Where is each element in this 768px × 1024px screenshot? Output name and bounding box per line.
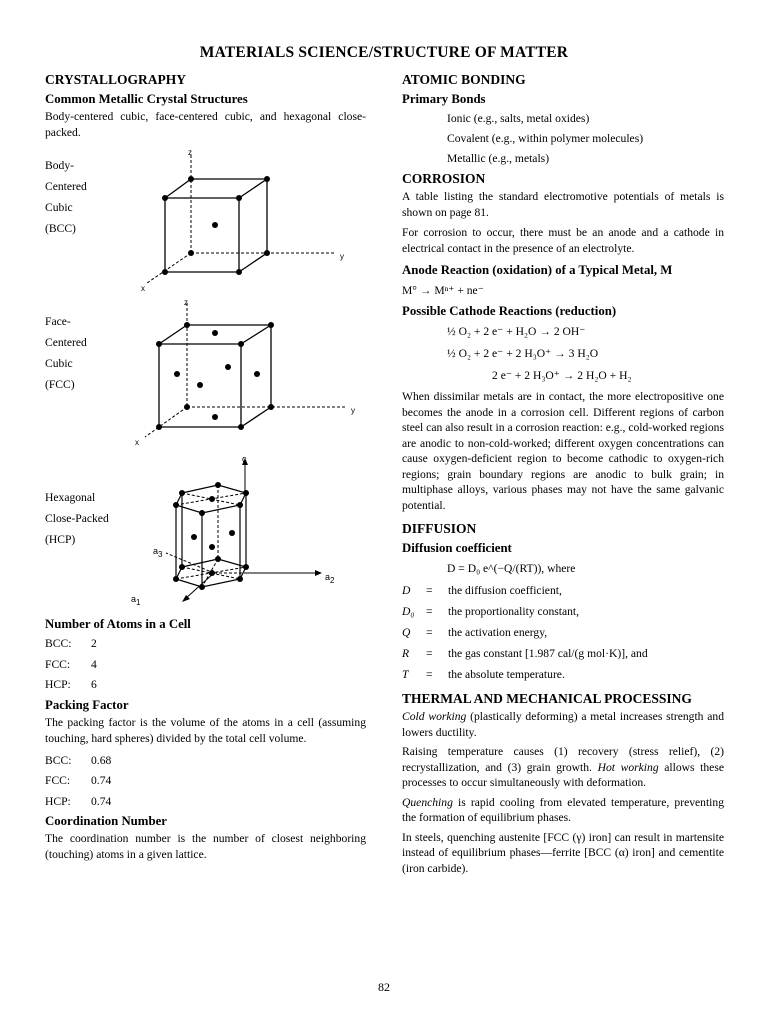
packing-row: BCC: 0.68: [45, 753, 112, 767]
x-axis-label: x: [141, 284, 145, 293]
atoms-row: BCC: 2: [45, 637, 97, 650]
bond-item: Covalent (e.g., within polymer molecules): [447, 132, 644, 145]
cathode-equation: ½ O₂ + 2 e⁻ + H₂O → 2 OH⁻: [447, 325, 586, 338]
anode-equation: M° → Mⁿ⁺ + ne⁻: [402, 284, 484, 297]
definition-row: T = the absolute temperature.: [402, 668, 565, 681]
crystal-structures-heading: Common Metallic Crystal Structures: [45, 92, 248, 106]
atoms-heading: Number of Atoms in a Cell: [45, 617, 191, 631]
bcc-label-line: Centered: [45, 180, 87, 193]
thermal-processing-heading: THERMAL AND MECHANICAL PROCESSING: [402, 691, 692, 706]
definition-row: Q = the activation energy,: [402, 626, 548, 639]
anode-heading: Anode Reaction (oxidation) of a Typical Metal, M: [402, 263, 673, 277]
definition-row: D = the diffusion coefficient,: [402, 584, 562, 597]
fcc-label-line: Face-: [45, 315, 71, 328]
crystal-structures-text: Body-centered cubic, face-centered cubic, and hexagonal close-packed.: [45, 110, 366, 139]
quenching-paragraph: Quenching is rapid cooling from elevated temperature, preventing the formation of equilibrium phases.: [402, 795, 724, 824]
crystallography-heading: CRYSTALLOGRAPHY: [45, 72, 187, 87]
c-axis-label: c: [242, 454, 247, 464]
diffusion-heading: DIFFUSION: [402, 521, 477, 536]
primary-bonds-heading: Primary Bonds: [402, 92, 486, 106]
atomic-bonding-heading: ATOMIC BONDING: [402, 72, 526, 87]
definition-row: D₀ = the proportionality constant,: [402, 605, 580, 618]
steels-paragraph: In steels, quenching austenite [FCC (γ) iron] can result in martensite instead of equilibrium phases—ferrite [BCC (α) iron] and cementite (iron carbide).: [402, 830, 724, 875]
left-column: [45, 70, 366, 867]
z-axis-label: z: [184, 298, 188, 307]
page-number: 82: [378, 980, 390, 994]
raising-temperature-paragraph: Raising temperature causes (1) recovery (stress relief), (2) recrystallization, and (3) grain growth. Hot working allows these processes to occur simultaneously with deformation.: [402, 745, 724, 789]
packing-row: FCC: 0.74: [45, 774, 112, 787]
fcc-label-line: Centered: [45, 336, 87, 349]
fcc-label-line: (FCC): [45, 378, 75, 391]
packing-heading: Packing Factor: [45, 697, 129, 712]
y-axis-label: y: [351, 406, 355, 415]
corrosion-paragraph: A table listing the standard electromotive potentials of metals is shown on page 81.: [402, 190, 724, 219]
diffusion-coefficient-heading: Diffusion coefficient: [402, 541, 512, 555]
bcc-label-line: Cubic: [45, 201, 73, 214]
hcp-label-line: Hexagonal: [45, 491, 96, 504]
hcp-figure: [45, 454, 366, 609]
bcc-diagram: [135, 145, 335, 295]
coordination-text: The coordination number is the number of closest neighboring (touching) atoms in a given lattice.: [45, 832, 366, 861]
dissimilar-metals-paragraph: When dissimilar metals are in contact, the more electropositive one becomes the anode in a corrosion cell. Different regions of carbon steel can also result in a corrosion reaction: e.g., cold-worked regions are anodic to non-cold-worked; different oxygen concentrations can cause oxygen-deficient region to become cathodic to oxygen-rich regions; grain boundary regions are anodic to bulk grain; in multiphase alloys, various phases may not have the same galvanic potential.: [402, 390, 724, 512]
cold-working-paragraph: Cold working (plastically deforming) a metal increases strength and lowers ductility.: [402, 710, 724, 739]
z-axis-label: z: [188, 148, 192, 157]
fcc-label-line: Cubic: [45, 357, 73, 370]
diffusion-equation: D = D₀ e^(−Q/(RT)), where: [447, 562, 576, 575]
bcc-label-line: (BCC): [45, 222, 76, 235]
a3-axis-label: $a_3$: [153, 546, 163, 559]
cathode-heading: Possible Cathode Reactions (reduction): [402, 304, 617, 318]
cathode-equation: 2 e⁻ + 2 H₃O⁺ → 2 H₂O + H₂: [492, 369, 632, 382]
coordination-heading: Coordination Number: [45, 814, 167, 828]
corrosion-heading: CORROSION: [402, 171, 486, 186]
bcc-figure: [45, 145, 366, 295]
atoms-row: HCP: 6: [45, 678, 97, 691]
corrosion-paragraph: For corrosion to occur, there must be an anode and a cathode in electrical contact in the presence of an electrolyte.: [402, 226, 724, 255]
right-column: [402, 70, 724, 880]
packing-row: HCP: 0.74: [45, 794, 112, 808]
bcc-label-line: Body-: [45, 159, 74, 172]
hcp-label-line: (HCP): [45, 533, 76, 546]
bond-item: Metallic (e.g., metals): [447, 152, 550, 165]
hcp-label-line: Close-Packed: [45, 512, 109, 525]
page-title: MATERIALS SCIENCE/STRUCTURE OF MATTER: [199, 44, 569, 61]
hcp-diagram: [130, 457, 330, 609]
y-axis-label: y: [340, 252, 344, 261]
definitions-table: [402, 580, 724, 685]
atoms-row: FCC: 4: [45, 657, 97, 671]
x-axis-label: x: [135, 438, 139, 447]
bond-item: Ionic (e.g., salts, metal oxides): [447, 112, 590, 125]
a2-axis-label: $a_2$: [325, 572, 335, 585]
cathode-equation: ½ O₂ + 2 e⁻ + 2 H₃O⁺ → 3 H₂O: [447, 347, 599, 360]
fcc-diagram: [125, 299, 355, 457]
packing-text: The packing factor is the volume of the atoms in a cell (assuming touching, hard spheres) divided by the total cell volume.: [45, 715, 366, 745]
definition-row: R = the gas constant [1.987 cal/(g mol·K)], and: [402, 647, 648, 660]
fcc-figure: [45, 299, 366, 457]
a1-axis-label: $a_1$: [131, 594, 141, 607]
